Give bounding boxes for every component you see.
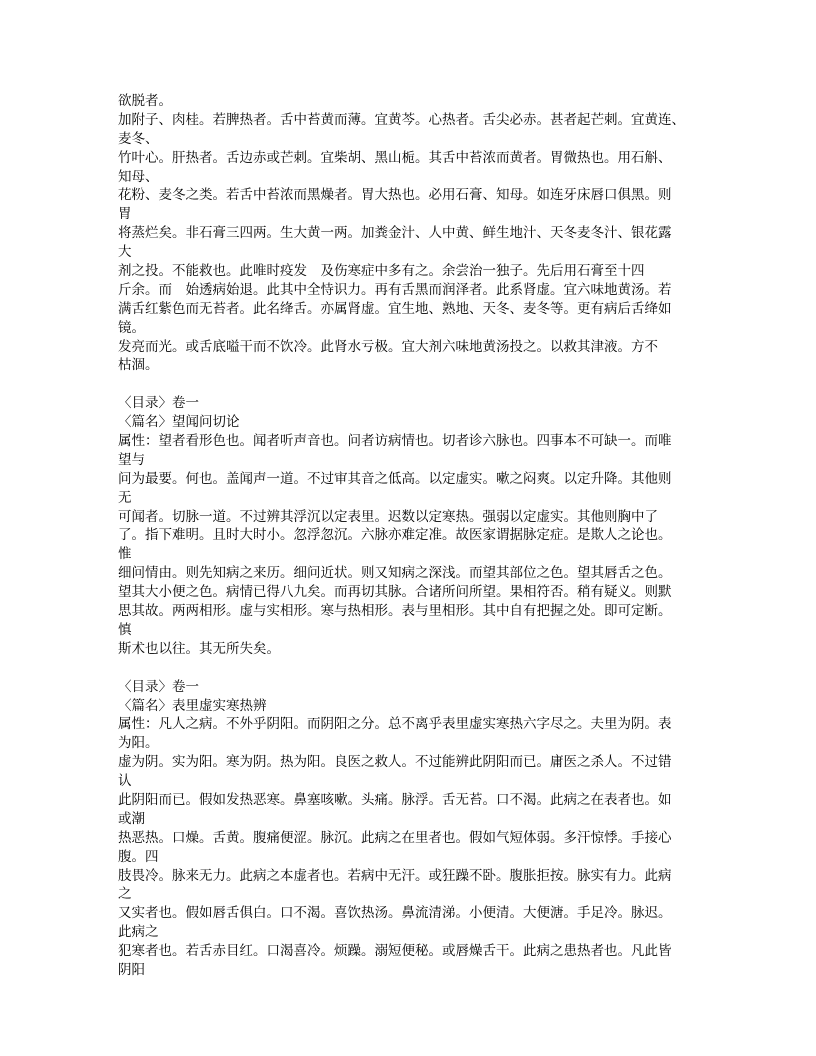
text-line: 大	[118, 244, 132, 261]
text-block-tongue-diagnosis	[118, 92, 698, 375]
text-line: 阴阳	[118, 961, 145, 978]
text-line: 剂之投。不能救也。此唯时疫发 及伤寒症中多有之。余尝治一独子。先后用石膏至十四	[118, 263, 645, 280]
text-line: 望与	[118, 451, 145, 468]
text-line: 望其大小便之色。病情已得八九矣。而再切其脉。合诸所问所望。果相符否。稍有疑义。则默	[118, 584, 672, 601]
text-line: 此阴阳而已。假如发热恶寒。鼻塞咳嗽。头痛。脉浮。舌无苔。口不渴。此病之在表者也。如	[118, 791, 672, 808]
text-line: 镜。	[118, 319, 145, 336]
text-line: 此病之	[118, 924, 159, 941]
catalog-heading: 〈目录〉卷一	[118, 395, 199, 412]
text-line: 认	[118, 773, 132, 790]
text-line: 细问情由。则先知病之来历。细问近状。则又知病之深浅。而望其部位之色。望其唇舌之色。	[118, 565, 672, 582]
text-line: 将蒸烂矣。非石膏三四两。生大黄一两。加粪金汁、人中黄、鲜生地汁、天冬麦冬汁、银花露	[118, 225, 672, 242]
text-line: 虚为阴。实为阳。寒为阴。热为阳。良医之救人。不过能辨此阴阳而已。庸医之杀人。不过错	[118, 754, 672, 771]
document-page	[118, 92, 698, 980]
text-line: 满舌红紫色而无苔者。此名绛舌。亦属肾虚。宜生地、熟地、天冬、麦冬等。更有病后舌绛如	[118, 300, 672, 317]
text-line: 热恶热。口燥。舌黄。腹痛便涩。脉沉。此病之在里者也。假如气短体弱。多汗惊悸。手接心	[118, 829, 672, 846]
text-line: 花粉、麦冬之类。若舌中苔浓而黑燥者。胃大热也。必用石膏、知母。如连牙床唇口俱黑。则	[118, 187, 672, 204]
text-line: 欲脱者。	[118, 93, 172, 109]
text-line: 属性：凡人之病。不外乎阴阳。而阴阳之分。总不离乎表里虚实寒热六字尽之。夫里为阴。表	[118, 716, 672, 733]
text-line: 之	[118, 886, 132, 903]
text-line: 问为最要。何也。盖闻声一道。不过审其音之低高。以定虚实。嗽之闷爽。以定升降。其他则	[118, 470, 672, 487]
text-line: 为阳。	[118, 735, 159, 752]
text-line: 无	[118, 489, 132, 506]
text-line: 思其故。两两相形。虚与实相形。寒与热相形。表与里相形。其中自有把握之处。即可定断。	[118, 603, 672, 620]
text-line: 加附子、肉桂。若脾热者。舌中苔黄而薄。宜黄芩。心热者。舌尖必赤。甚者起芒刺。宜黄连、	[118, 111, 685, 128]
paragraph-gap	[118, 659, 698, 678]
text-line: 斤余。而 始透病始退。此其中全恃识力。再有舌黑而润泽者。此系肾虚。宜六味地黄汤。若	[118, 281, 672, 298]
text-line: 斯术也以往。其无所失矣。	[118, 640, 280, 657]
text-block-four-examinations	[118, 394, 698, 658]
text-line: 又实者也。假如唇舌俱白。口不渴。喜饮热汤。鼻流清涕。小便清。大便溏。手足冷。脉迟。	[118, 905, 672, 922]
chapter-title: 〈篇名〉望闻问切论	[118, 414, 240, 431]
chapter-title: 〈篇名〉表里虚实寒热辨	[118, 697, 267, 714]
text-block-exterior-interior	[118, 678, 698, 980]
text-line: 属性：望者看形色也。闻者听声音也。问者访病情也。切者诊六脉也。四事本不可缺一。而唯	[118, 433, 672, 450]
text-line: 腹。四	[118, 848, 159, 865]
text-line: 枯涸。	[118, 357, 159, 374]
text-line: 知母、	[118, 168, 159, 185]
paragraph-gap	[118, 375, 698, 394]
text-line: 发亮而光。或舌底嗌干而不饮冷。此肾水亏极。宜大剂六味地黄汤投之。以救其津液。方不	[118, 338, 658, 355]
text-line: 胃	[118, 206, 132, 223]
text-line: 肢畏冷。脉来无力。此病之本虚者也。若病中无汗。或狂躁不卧。腹胀拒按。脉实有力。此病	[118, 867, 672, 884]
text-line: 麦冬、	[118, 130, 159, 147]
text-line: 惟	[118, 546, 132, 563]
text-line: 慎	[118, 621, 132, 638]
text-line: 竹叶心。肝热者。舌边赤或芒刺。宜柴胡、黑山栀。其舌中苔浓而黄者。胃微热也。用石斛、	[118, 149, 672, 166]
text-line: 或潮	[118, 810, 145, 827]
text-line: 了。指下难明。且时大时小。忽浮忽沉。六脉亦难定准。故医家谓据脉定症。是欺人之论也。	[118, 527, 672, 544]
catalog-heading: 〈目录〉卷一	[118, 678, 199, 695]
text-line: 可闻者。切脉一道。不过辨其浮沉以定表里。迟数以定寒热。强弱以定虚实。其他则胸中了	[118, 508, 658, 525]
text-line: 犯寒者也。若舌赤目红。口渴喜冷。烦躁。溺短便秘。或唇燥舌干。此病之患热者也。凡此皆	[118, 943, 672, 960]
